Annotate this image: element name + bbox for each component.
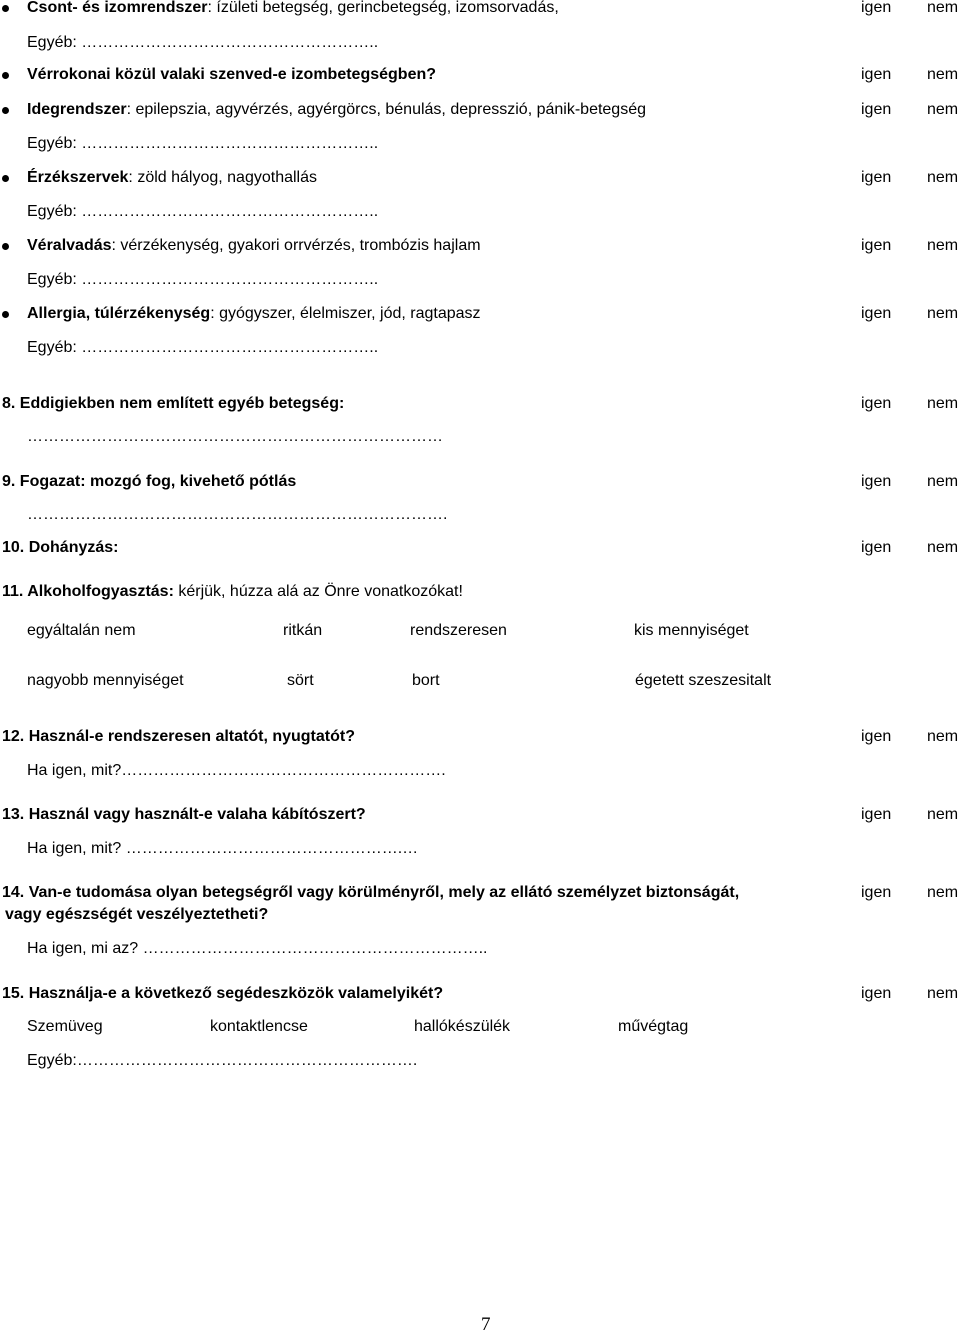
question-10 bbox=[0, 537, 960, 559]
answer-field[interactable]: ……………………………………………………………………. bbox=[27, 506, 448, 523]
condition-desc: : ízületi betegség, gerincbetegség, izomsorvadás, bbox=[207, 0, 559, 16]
alcohol-options-row-1 bbox=[0, 620, 960, 642]
bullet-icon bbox=[2, 311, 9, 318]
no-option[interactable]: nem bbox=[927, 395, 959, 412]
alcohol-option[interactable]: sört bbox=[287, 672, 314, 689]
question-15 bbox=[0, 983, 960, 1005]
other-field[interactable]: Egyéb: ……………………………………………….. bbox=[27, 34, 379, 51]
question-8 bbox=[0, 393, 960, 415]
condition-row-allergy bbox=[0, 303, 960, 325]
condition-title: Csont- és izomrendszer bbox=[27, 0, 208, 16]
aid-option[interactable]: kontaktlencse bbox=[210, 1018, 308, 1035]
question-14-cont bbox=[0, 904, 960, 926]
condition-desc: : gyógyszer, élelmiszer, jód, ragtapasz bbox=[210, 305, 481, 322]
question-label: 10. Dohányzás: bbox=[2, 539, 119, 556]
bullet-icon bbox=[2, 107, 9, 114]
yes-option[interactable]: igen bbox=[861, 539, 892, 556]
other-field[interactable]: Egyéb: ……………………………………………….. bbox=[27, 203, 379, 220]
yes-option[interactable]: igen bbox=[861, 305, 892, 322]
aid-option[interactable]: hallókészülék bbox=[414, 1018, 511, 1035]
bullet-icon bbox=[2, 175, 9, 182]
condition-row-senses bbox=[0, 167, 960, 189]
no-option[interactable]: nem bbox=[927, 806, 959, 823]
question-14 bbox=[0, 882, 960, 904]
condition-title: Vérrokonai közül valaki szenved-e izombetegségben? bbox=[27, 66, 437, 83]
yes-option[interactable]: igen bbox=[861, 884, 892, 901]
answer-line bbox=[0, 504, 960, 526]
followup-field[interactable]: Ha igen, mit?……………………………………………………. bbox=[27, 762, 446, 779]
condition-row-coagulation bbox=[0, 235, 960, 257]
no-option[interactable]: nem bbox=[927, 305, 959, 322]
question-label: 9. Fogazat: mozgó fog, kivehető pótlás bbox=[2, 473, 297, 490]
condition-title: Allergia, túlérzékenység bbox=[27, 305, 211, 322]
question-12 bbox=[0, 726, 960, 748]
question-hint: kérjük, húzza alá az Önre vonatkozókat! bbox=[173, 583, 463, 600]
condition-title: Érzékszervek bbox=[27, 169, 129, 186]
condition-row-nervous-system bbox=[0, 99, 960, 121]
other-field[interactable]: Egyéb: ……………………………………………….. bbox=[27, 339, 379, 356]
question-label: 11. Alkoholfogyasztás: bbox=[2, 583, 174, 600]
yes-option[interactable]: igen bbox=[861, 395, 892, 412]
followup-field[interactable]: Ha igen, mit? …………………………………………….… bbox=[27, 840, 419, 857]
no-option[interactable]: nem bbox=[927, 985, 959, 1002]
condition-desc: : zöld hályog, nagyothallás bbox=[128, 169, 317, 186]
bullet-icon bbox=[2, 243, 9, 250]
other-line bbox=[0, 201, 960, 223]
no-option[interactable]: nem bbox=[927, 728, 959, 745]
no-option[interactable]: nem bbox=[927, 169, 959, 186]
bullet-icon bbox=[2, 72, 9, 79]
question-label: 12. Használ-e rendszeresen altatót, nyugtatót? bbox=[2, 728, 355, 745]
followup-field[interactable]: Ha igen, mi az? ……………………………………………………….. bbox=[27, 940, 488, 957]
no-option[interactable]: nem bbox=[927, 884, 959, 901]
answer-field[interactable]: …………………………………………………………………… bbox=[27, 428, 443, 445]
question-9 bbox=[0, 471, 960, 493]
no-option[interactable]: nem bbox=[927, 66, 959, 83]
aids-options-row bbox=[0, 1016, 960, 1038]
condition-desc: : vérzékenység, gyakori orrvérzés, trombózis hajlam bbox=[111, 237, 481, 254]
yes-option[interactable]: igen bbox=[861, 985, 892, 1002]
yes-option[interactable]: igen bbox=[861, 66, 892, 83]
alcohol-option[interactable]: kis mennyiséget bbox=[634, 622, 749, 639]
other-field[interactable]: Egyéb: ……………………………………………….. bbox=[27, 271, 379, 288]
alcohol-option[interactable]: rendszeresen bbox=[410, 622, 507, 639]
followup-line bbox=[0, 838, 960, 860]
alcohol-option[interactable]: bort bbox=[412, 672, 440, 689]
other-field[interactable]: Egyéb: ……………………………………………….. bbox=[27, 135, 379, 152]
question-label-cont: vagy egészségét veszélyeztetheti? bbox=[5, 906, 269, 923]
answer-line bbox=[0, 426, 960, 448]
condition-row-musculoskeletal bbox=[0, 0, 960, 19]
other-field[interactable]: Egyéb:………………………………………………………. bbox=[27, 1052, 418, 1069]
alcohol-option[interactable]: egyáltalán nem bbox=[27, 622, 136, 639]
other-line bbox=[0, 337, 960, 359]
alcohol-option[interactable]: égetett szeszesitalt bbox=[635, 672, 772, 689]
alcohol-option[interactable]: ritkán bbox=[283, 622, 323, 639]
yes-option[interactable]: igen bbox=[861, 473, 892, 490]
no-option[interactable]: nem bbox=[927, 0, 959, 16]
no-option[interactable]: nem bbox=[927, 473, 959, 490]
bullet-icon bbox=[2, 5, 9, 12]
yes-option[interactable]: igen bbox=[861, 0, 892, 16]
other-line bbox=[0, 269, 960, 291]
yes-option[interactable]: igen bbox=[861, 169, 892, 186]
yes-option[interactable]: igen bbox=[861, 237, 892, 254]
condition-row-relatives-muscle bbox=[0, 64, 960, 86]
page-number: 7 bbox=[481, 1314, 491, 1335]
alcohol-options-row-2 bbox=[0, 670, 960, 692]
aid-option[interactable]: művégtag bbox=[618, 1018, 689, 1035]
no-option[interactable]: nem bbox=[927, 539, 959, 556]
aid-option[interactable]: Szemüveg bbox=[27, 1018, 103, 1035]
yes-option[interactable]: igen bbox=[861, 101, 892, 118]
question-label: 14. Van-e tudomása olyan betegségről vagy körülményről, mely az ellátó személyzet biztonságát, bbox=[2, 884, 740, 901]
other-line bbox=[0, 32, 960, 54]
alcohol-option[interactable]: nagyobb mennyiséget bbox=[27, 672, 184, 689]
followup-line bbox=[0, 938, 960, 960]
followup-line bbox=[0, 760, 960, 782]
question-13 bbox=[0, 804, 960, 826]
condition-desc: : epilepszia, agyvérzés, agyérgörcs, bénulás, depresszió, pánik-betegség bbox=[126, 101, 646, 118]
question-label: 8. Eddigiekben nem említett egyéb betegség: bbox=[2, 395, 345, 412]
other-line bbox=[0, 1050, 960, 1072]
no-option[interactable]: nem bbox=[927, 101, 959, 118]
condition-title: Idegrendszer bbox=[27, 101, 127, 118]
yes-option[interactable]: igen bbox=[861, 806, 892, 823]
yes-option[interactable]: igen bbox=[861, 728, 892, 745]
no-option[interactable]: nem bbox=[927, 237, 959, 254]
question-11 bbox=[0, 581, 960, 603]
condition-title: Véralvadás bbox=[27, 237, 112, 254]
question-label: 13. Használ vagy használt-e valaha kábítószert? bbox=[2, 806, 366, 823]
question-label: 15. Használja-e a következő segédeszközök valamelyikét? bbox=[2, 985, 444, 1002]
other-line bbox=[0, 133, 960, 155]
